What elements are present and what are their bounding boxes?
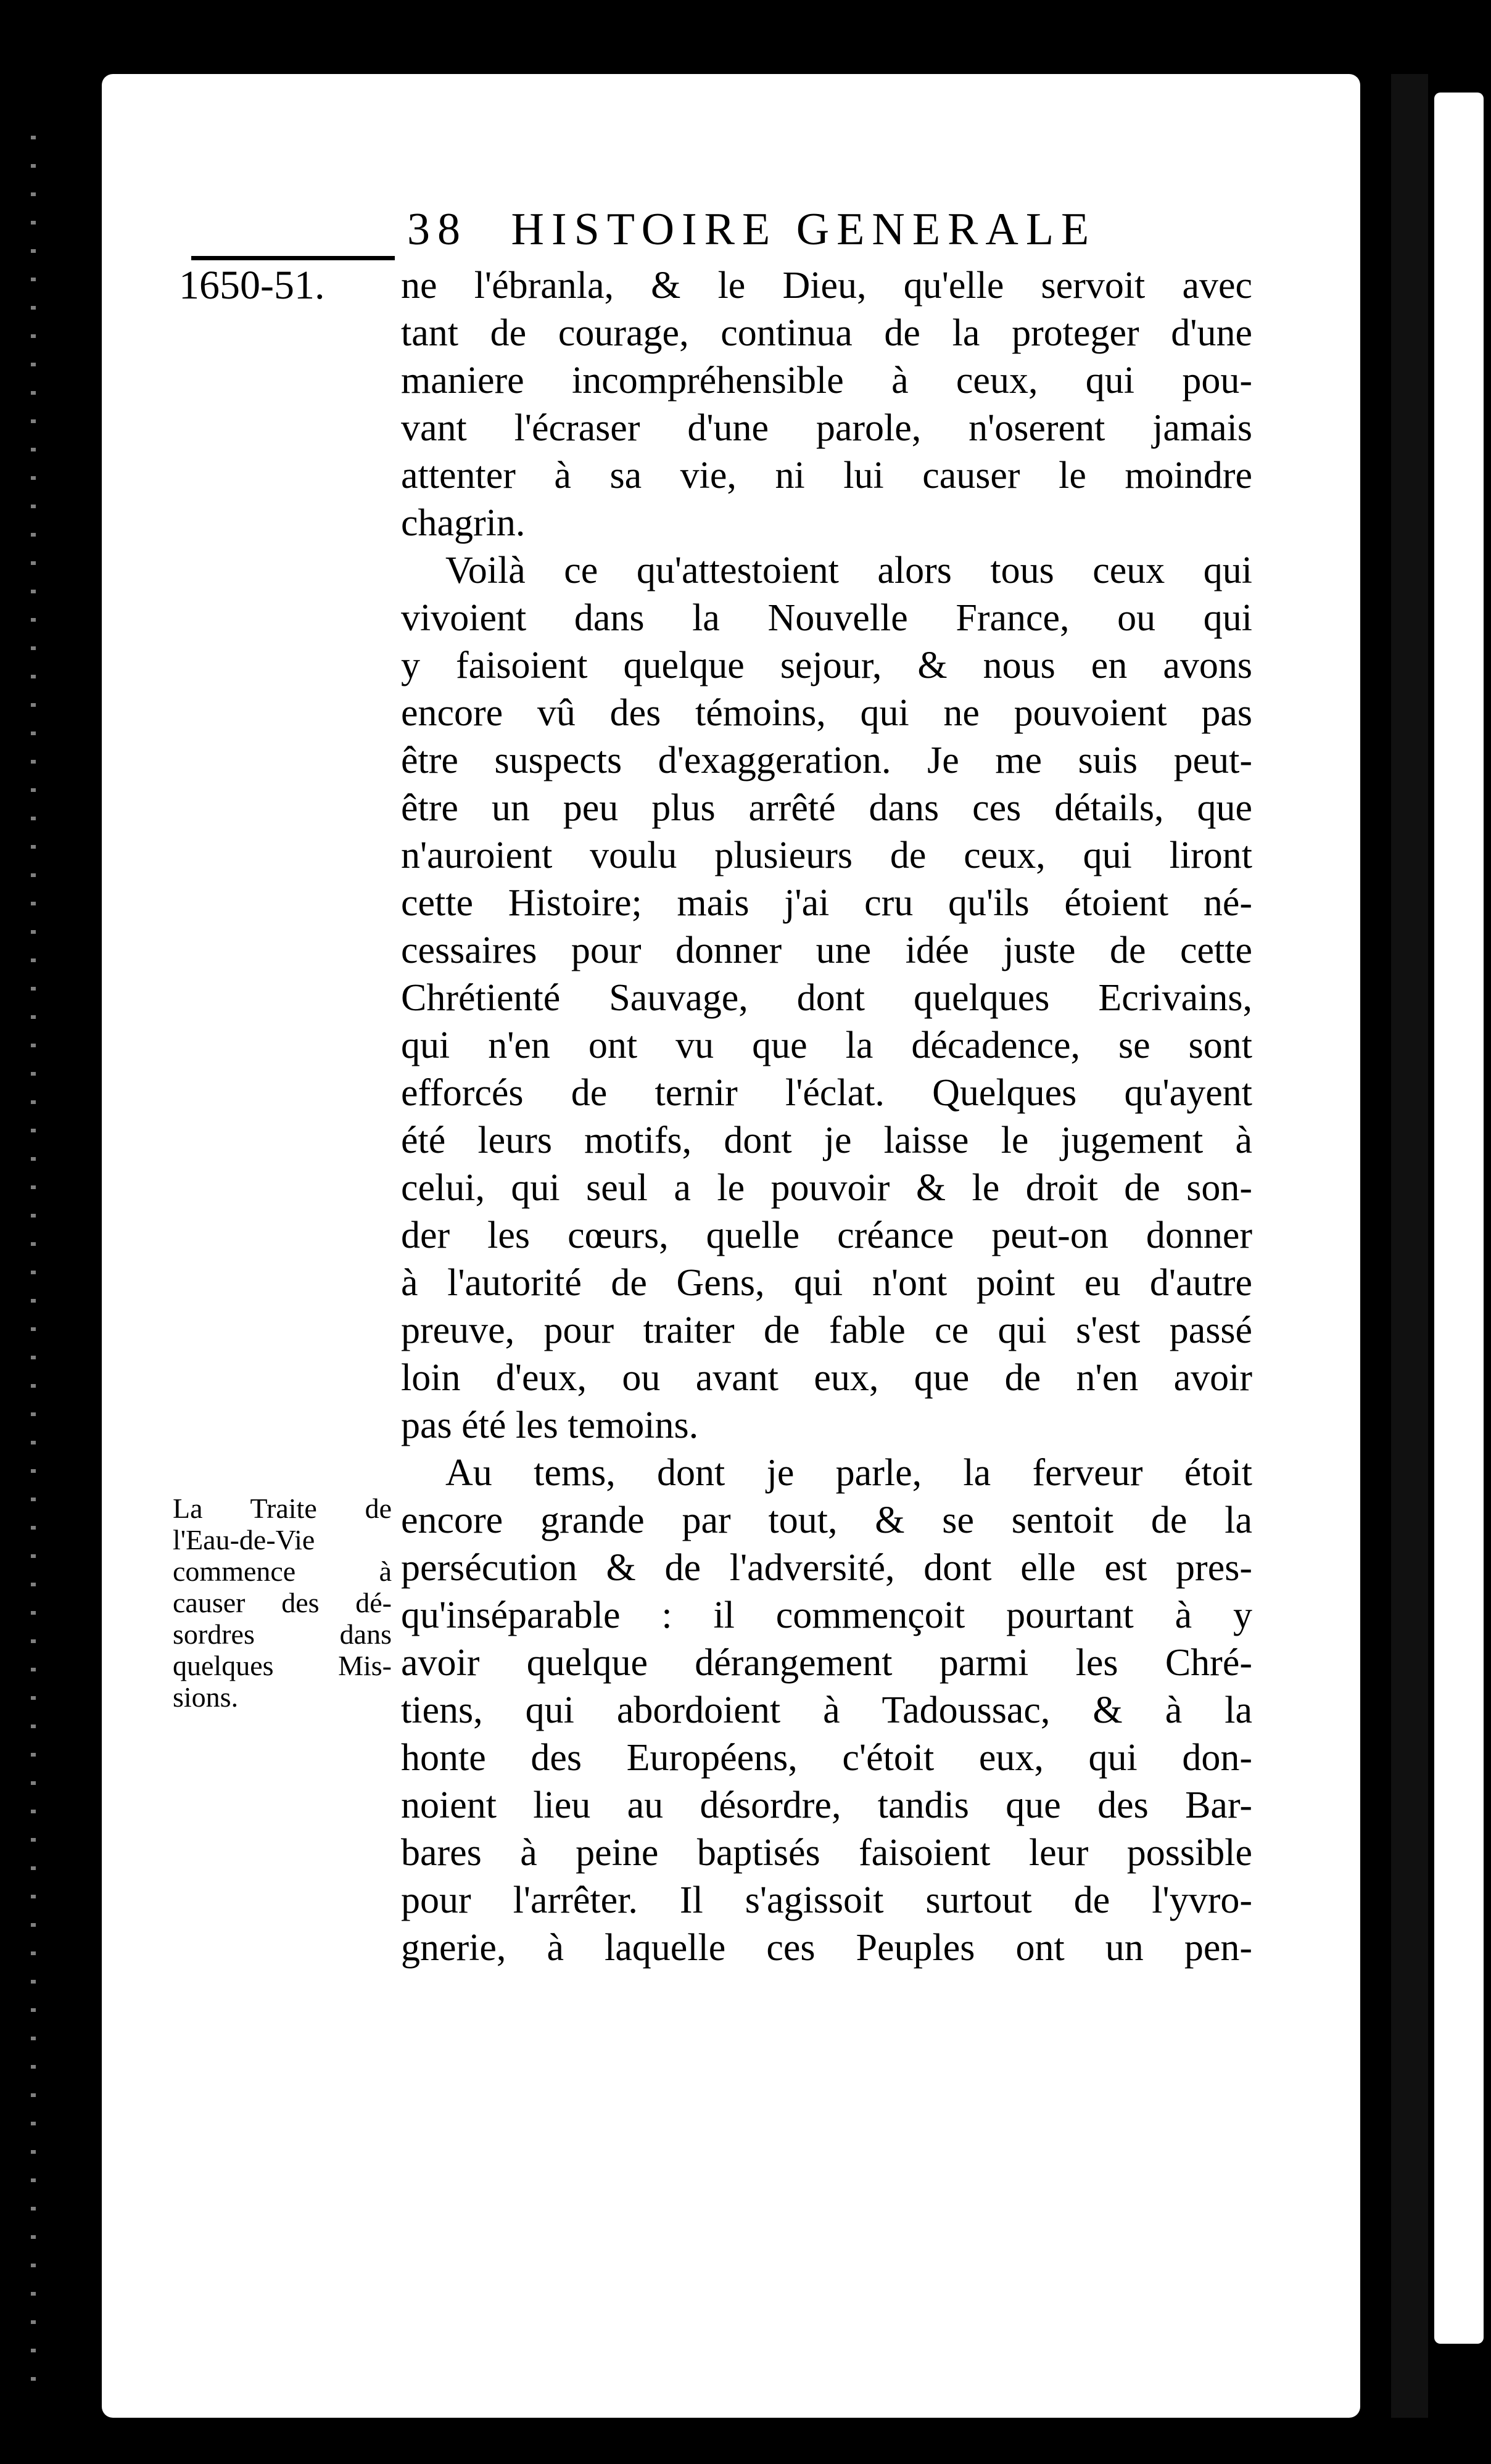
- note-line: La Traite de: [173, 1493, 392, 1524]
- text-line: encore grande par tout, & se sentoit de la: [401, 1499, 1252, 1541]
- text-line: tant de courage, continua de la proteger d'une: [401, 312, 1252, 354]
- binding-edge: [31, 111, 36, 2393]
- text-line: vant l'écraser d'une parole, n'oserent jamais: [401, 407, 1252, 449]
- text-line: cette Histoire; mais j'ai cru qu'ils étoient né-: [401, 882, 1252, 924]
- text-line: cessaires pour donner une idée juste de cette: [401, 929, 1252, 971]
- page-number: 38: [407, 204, 468, 255]
- note-line: sordres dans: [173, 1618, 392, 1650]
- text-line: qu'inséparable : il commençoit pourtant à y: [401, 1594, 1252, 1636]
- text-line: Voilà ce qu'attestoient alors tous ceux qui: [445, 550, 1252, 591]
- text-line: Au tems, dont je parle, la ferveur étoit: [445, 1452, 1252, 1494]
- text-line: loin d'eux, ou avant eux, que de n'en avoir: [401, 1357, 1252, 1399]
- text-line: n'auroient voulu plusieurs de ceux, qui liront: [401, 834, 1252, 876]
- text-line: attenter à sa vie, ni lui causer le moindre: [401, 455, 1252, 497]
- text-line: encore vû des témoins, qui ne pouvoient pas: [401, 692, 1252, 734]
- marginal-note: [173, 1493, 392, 1713]
- note-line: l'Eau-de-Vie: [173, 1524, 315, 1555]
- paragraph-2: [401, 547, 1252, 1449]
- text-line: être un peu plus arrêté dans ces détails, que: [401, 787, 1252, 829]
- text-line: qui n'en ont vu que la décadence, se sont: [401, 1024, 1252, 1066]
- note-line: commence à: [173, 1555, 392, 1587]
- margin-year: 1650-51.: [179, 263, 325, 308]
- main-text: [401, 262, 1252, 1972]
- text-line: pas été les temoins.: [401, 1404, 699, 1446]
- text-line: persécution & de l'adversité, dont elle est pres-: [401, 1547, 1252, 1589]
- next-page-edge: [1434, 93, 1484, 2344]
- paragraph-3: [401, 1449, 1252, 1972]
- text-line: maniere incompréhensible à ceux, qui pou-: [401, 360, 1252, 402]
- text-line: noient lieu au désordre, tandis que des Bar-: [401, 1784, 1252, 1826]
- text-line: preuve, pour traiter de fable ce qui s'est passé: [401, 1309, 1252, 1351]
- text-line: bares à peine baptisés faisoient leur possible: [401, 1832, 1252, 1874]
- text-line: efforcés de ternir l'éclat. Quelques qu'ayent: [401, 1072, 1252, 1114]
- running-header: [407, 204, 1246, 256]
- text-line: ne l'ébranla, & le Dieu, qu'elle servoit avec: [401, 265, 1252, 307]
- text-line: pour l'arrêter. Il s'agissoit surtout de l'yvro-: [401, 1879, 1252, 1921]
- text-line: tiens, qui abordoient à Tadoussac, & à la: [401, 1689, 1252, 1731]
- text-line: vivoient dans la Nouvelle France, ou qui: [401, 597, 1252, 639]
- text-line: chagrin.: [401, 502, 526, 544]
- paragraph-1: [401, 262, 1252, 547]
- text-line: avoir quelque dérangement parmi les Chré-: [401, 1642, 1252, 1684]
- text-line: être suspects d'exaggeration. Je me suis peut-: [401, 740, 1252, 781]
- margin-rule: [191, 256, 395, 260]
- note-line: quelques Mis-: [173, 1650, 392, 1681]
- text-line: der les cœurs, quelle créance peut-on donner: [401, 1214, 1252, 1256]
- note-line: sions.: [173, 1681, 239, 1713]
- text-line: à l'autorité de Gens, qui n'ont point eu d'autre: [401, 1262, 1252, 1304]
- text-line: Chrétienté Sauvage, dont quelques Ecrivains,: [401, 977, 1252, 1019]
- note-line: causer des dé-: [173, 1587, 392, 1618]
- text-line: celui, qui seul a le pouvoir & le droit de son-: [401, 1167, 1252, 1209]
- text-line: été leurs motifs, dont je laisse le jugement à: [401, 1119, 1252, 1161]
- running-title: HISTOIRE GENERALE: [511, 204, 1097, 255]
- gutter-shadow: [1391, 74, 1428, 2418]
- text-line: honte des Européens, c'étoit eux, qui don-: [401, 1737, 1252, 1779]
- text-line: y faisoient quelque sejour, & nous en avons: [401, 645, 1252, 686]
- text-line: gnerie, à laquelle ces Peuples ont un pen-: [401, 1927, 1252, 1969]
